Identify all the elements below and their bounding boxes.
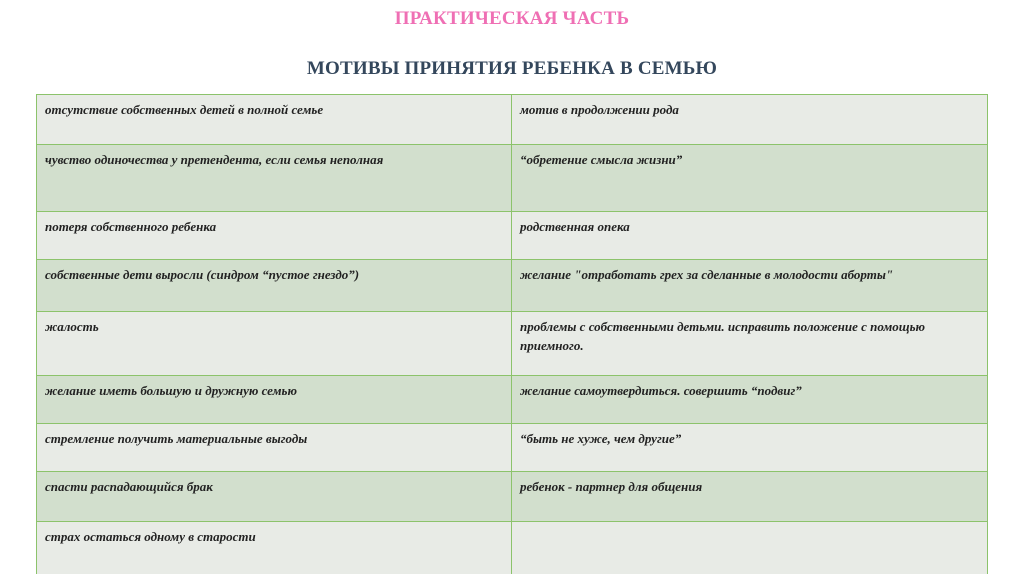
table-cell-left: жалость bbox=[37, 312, 512, 376]
table-cell-left: собственные дети выросли (синдром “пустое гнездо”) bbox=[37, 260, 512, 312]
slide-title: ПРАКТИЧЕСКАЯ ЧАСТЬ bbox=[394, 8, 630, 29]
table-row bbox=[37, 145, 988, 212]
table-cell-left: стремление получить материальные выгоды bbox=[37, 424, 512, 472]
table-cell-right: “обретение смысла жизни” bbox=[512, 145, 988, 212]
table-cell-right: ребенок - партнер для общения bbox=[512, 472, 988, 522]
motives-table bbox=[36, 94, 988, 574]
table-cell-right: мотив в продолжении рода bbox=[512, 95, 988, 145]
table-row bbox=[37, 312, 988, 376]
table-row bbox=[37, 95, 988, 145]
table-cell-right: желание самоутвердиться. совершить “подвиг” bbox=[512, 376, 988, 424]
table-row bbox=[37, 212, 988, 260]
table-cell-right bbox=[512, 522, 988, 574]
slide-subtitle: МОТИВЫ ПРИНЯТИЯ РЕБЕНКА В СЕМЬЮ bbox=[306, 58, 718, 79]
table-row bbox=[37, 376, 988, 424]
table-cell-left: желание иметь большую и дружную семью bbox=[37, 376, 512, 424]
table-cell-right: родственная опека bbox=[512, 212, 988, 260]
table-cell-right: желание "отработать грех за сделанные в молодости аборты" bbox=[512, 260, 988, 312]
table-cell-left: потеря собственного ребенка bbox=[37, 212, 512, 260]
table-row bbox=[37, 260, 988, 312]
table-cell-right: “быть не хуже, чем другие” bbox=[512, 424, 988, 472]
table-cell-right: проблемы с собственными детьми. исправить положение с помощью приемного. bbox=[512, 312, 988, 376]
table-cell-left: страх остаться одному в старости bbox=[37, 522, 512, 574]
table-row bbox=[37, 472, 988, 522]
table-cell-left: отсутствие собственных детей в полной семье bbox=[37, 95, 512, 145]
table-cell-left: чувство одиночества у претендента, если семья неполная bbox=[37, 145, 512, 212]
table-row bbox=[37, 424, 988, 472]
table-row bbox=[37, 522, 988, 574]
table-cell-left: спасти распадающийся брак bbox=[37, 472, 512, 522]
